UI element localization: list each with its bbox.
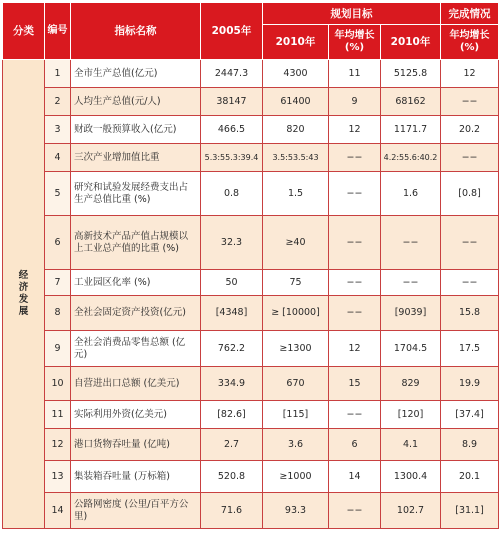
category-label bbox=[6, 270, 41, 318]
indicator-name: 公路网密度 (公里/百平方公里) bbox=[71, 493, 201, 529]
table-row bbox=[3, 88, 499, 116]
done-growth: 15.8 bbox=[441, 296, 499, 331]
indicator-name: 全社会固定资产投资(亿元) bbox=[71, 296, 201, 331]
plan-growth: −− bbox=[329, 216, 381, 270]
done-growth: 19.9 bbox=[441, 367, 499, 401]
done-growth: 8.9 bbox=[441, 429, 499, 461]
plan-2010: 1.5 bbox=[263, 172, 329, 216]
done-growth: 20.2 bbox=[441, 116, 499, 144]
done-2010: 1300.4 bbox=[381, 461, 441, 493]
done-growth: 20.1 bbox=[441, 461, 499, 493]
header-done-2010: 2010年 bbox=[381, 25, 441, 60]
plan-2010: ≥1000 bbox=[263, 461, 329, 493]
plan-growth: −− bbox=[329, 172, 381, 216]
header-2005: 2005年 bbox=[201, 3, 263, 60]
done-2010: 68162 bbox=[381, 88, 441, 116]
plan-growth: 9 bbox=[329, 88, 381, 116]
value-2005: 520.8 bbox=[201, 461, 263, 493]
done-growth: 12 bbox=[441, 60, 499, 88]
table-row bbox=[3, 144, 499, 172]
done-2010: 1171.7 bbox=[381, 116, 441, 144]
done-2010: 1704.5 bbox=[381, 331, 441, 367]
plan-2010: 3.5:53.5:43 bbox=[263, 144, 329, 172]
indicator-name: 财政一般预算收入(亿元) bbox=[71, 116, 201, 144]
indicator-name: 三次产业增加值比重 bbox=[71, 144, 201, 172]
category-char: 发 bbox=[18, 294, 29, 305]
plan-growth: 15 bbox=[329, 367, 381, 401]
value-2005: 334.9 bbox=[201, 367, 263, 401]
table-row bbox=[3, 172, 499, 216]
table-row bbox=[3, 429, 499, 461]
row-number: 12 bbox=[45, 429, 71, 461]
plan-2010: 670 bbox=[263, 367, 329, 401]
done-growth: [37.4] bbox=[441, 401, 499, 429]
indicator-name: 全市生产总值(亿元) bbox=[71, 60, 201, 88]
table-row bbox=[3, 60, 499, 88]
row-number: 3 bbox=[45, 116, 71, 144]
header-done-growth: 年均增长(%) bbox=[441, 25, 499, 60]
table-row bbox=[3, 401, 499, 429]
category-char: 济 bbox=[18, 282, 29, 293]
plan-2010: ≥ [10000] bbox=[263, 296, 329, 331]
indicator-table-container bbox=[2, 2, 498, 546]
category-cell bbox=[3, 60, 45, 529]
done-2010: [9039] bbox=[381, 296, 441, 331]
plan-2010: 61400 bbox=[263, 88, 329, 116]
plan-2010: 93.3 bbox=[263, 493, 329, 529]
row-number: 5 bbox=[45, 172, 71, 216]
done-2010: 4.1 bbox=[381, 429, 441, 461]
done-growth: −− bbox=[441, 88, 499, 116]
indicator-name: 自营进出口总额 (亿美元) bbox=[71, 367, 201, 401]
row-number: 6 bbox=[45, 216, 71, 270]
header-row-1 bbox=[3, 3, 499, 25]
header-plan-target: 规划目标 bbox=[263, 3, 441, 25]
plan-growth: −− bbox=[329, 296, 381, 331]
header-plan-growth: 年均增长(%) bbox=[329, 25, 381, 60]
value-2005: 32.3 bbox=[201, 216, 263, 270]
table-row bbox=[3, 493, 499, 529]
plan-growth: 12 bbox=[329, 331, 381, 367]
plan-growth: 12 bbox=[329, 116, 381, 144]
done-2010: [120] bbox=[381, 401, 441, 429]
done-growth: −− bbox=[441, 270, 499, 296]
row-number: 8 bbox=[45, 296, 71, 331]
header-category: 分类 bbox=[3, 3, 45, 60]
indicator-name: 高新技术产品产值占规模以上工业总产值的比重 (%) bbox=[71, 216, 201, 270]
table-row bbox=[3, 367, 499, 401]
plan-growth: −− bbox=[329, 401, 381, 429]
indicator-name: 集装箱吞吐量 (万标箱) bbox=[71, 461, 201, 493]
table-row bbox=[3, 116, 499, 144]
header-completion: 完成情况 bbox=[441, 3, 499, 25]
row-number: 10 bbox=[45, 367, 71, 401]
table-row bbox=[3, 331, 499, 367]
plan-2010: ≥1300 bbox=[263, 331, 329, 367]
value-2005: 762.2 bbox=[201, 331, 263, 367]
row-number: 7 bbox=[45, 270, 71, 296]
done-2010: 4.2:55.6:40.2 bbox=[381, 144, 441, 172]
plan-growth: 11 bbox=[329, 60, 381, 88]
category-char: 经 bbox=[18, 270, 29, 281]
plan-growth: 6 bbox=[329, 429, 381, 461]
value-2005: 50 bbox=[201, 270, 263, 296]
row-number: 2 bbox=[45, 88, 71, 116]
done-2010: −− bbox=[381, 216, 441, 270]
table-row bbox=[3, 270, 499, 296]
plan-growth: −− bbox=[329, 144, 381, 172]
indicator-name: 工业园区化率 (%) bbox=[71, 270, 201, 296]
indicator-name: 研究和试验发展经费支出占生产总值比重 (%) bbox=[71, 172, 201, 216]
table-row bbox=[3, 296, 499, 331]
done-growth: [31.1] bbox=[441, 493, 499, 529]
row-number: 9 bbox=[45, 331, 71, 367]
header-plan-2010: 2010年 bbox=[263, 25, 329, 60]
plan-growth: −− bbox=[329, 270, 381, 296]
plan-2010: [115] bbox=[263, 401, 329, 429]
done-2010: 829 bbox=[381, 367, 441, 401]
plan-growth: 14 bbox=[329, 461, 381, 493]
done-2010: 1.6 bbox=[381, 172, 441, 216]
done-growth: [0.8] bbox=[441, 172, 499, 216]
value-2005: 0.8 bbox=[201, 172, 263, 216]
table-row bbox=[3, 216, 499, 270]
value-2005: 5.3:55.3:39.4 bbox=[201, 144, 263, 172]
plan-2010: ≥40 bbox=[263, 216, 329, 270]
done-2010: −− bbox=[381, 270, 441, 296]
plan-2010: 75 bbox=[263, 270, 329, 296]
plan-growth: −− bbox=[329, 493, 381, 529]
indicator-name: 实际利用外资(亿美元) bbox=[71, 401, 201, 429]
row-number: 14 bbox=[45, 493, 71, 529]
plan-2010: 820 bbox=[263, 116, 329, 144]
done-growth: −− bbox=[441, 144, 499, 172]
header-indicator-name: 指标名称 bbox=[71, 3, 201, 60]
value-2005: 466.5 bbox=[201, 116, 263, 144]
indicator-name: 人均生产总值(元/人) bbox=[71, 88, 201, 116]
plan-2010: 3.6 bbox=[263, 429, 329, 461]
table-row bbox=[3, 461, 499, 493]
value-2005: 71.6 bbox=[201, 493, 263, 529]
value-2005: 2447.3 bbox=[201, 60, 263, 88]
row-number: 1 bbox=[45, 60, 71, 88]
done-2010: 102.7 bbox=[381, 493, 441, 529]
done-growth: 17.5 bbox=[441, 331, 499, 367]
value-2005: 2.7 bbox=[201, 429, 263, 461]
value-2005: [82.6] bbox=[201, 401, 263, 429]
indicator-table bbox=[2, 2, 499, 529]
header-number: 编号 bbox=[45, 3, 71, 60]
plan-2010: 4300 bbox=[263, 60, 329, 88]
value-2005: [4348] bbox=[201, 296, 263, 331]
row-number: 11 bbox=[45, 401, 71, 429]
done-2010: 5125.8 bbox=[381, 60, 441, 88]
row-number: 4 bbox=[45, 144, 71, 172]
row-number: 13 bbox=[45, 461, 71, 493]
done-growth: −− bbox=[441, 216, 499, 270]
category-char: 展 bbox=[18, 306, 29, 317]
indicator-name: 全社会消费品零售总额 (亿元) bbox=[71, 331, 201, 367]
value-2005: 38147 bbox=[201, 88, 263, 116]
indicator-name: 港口货物吞吐量 (亿吨) bbox=[71, 429, 201, 461]
